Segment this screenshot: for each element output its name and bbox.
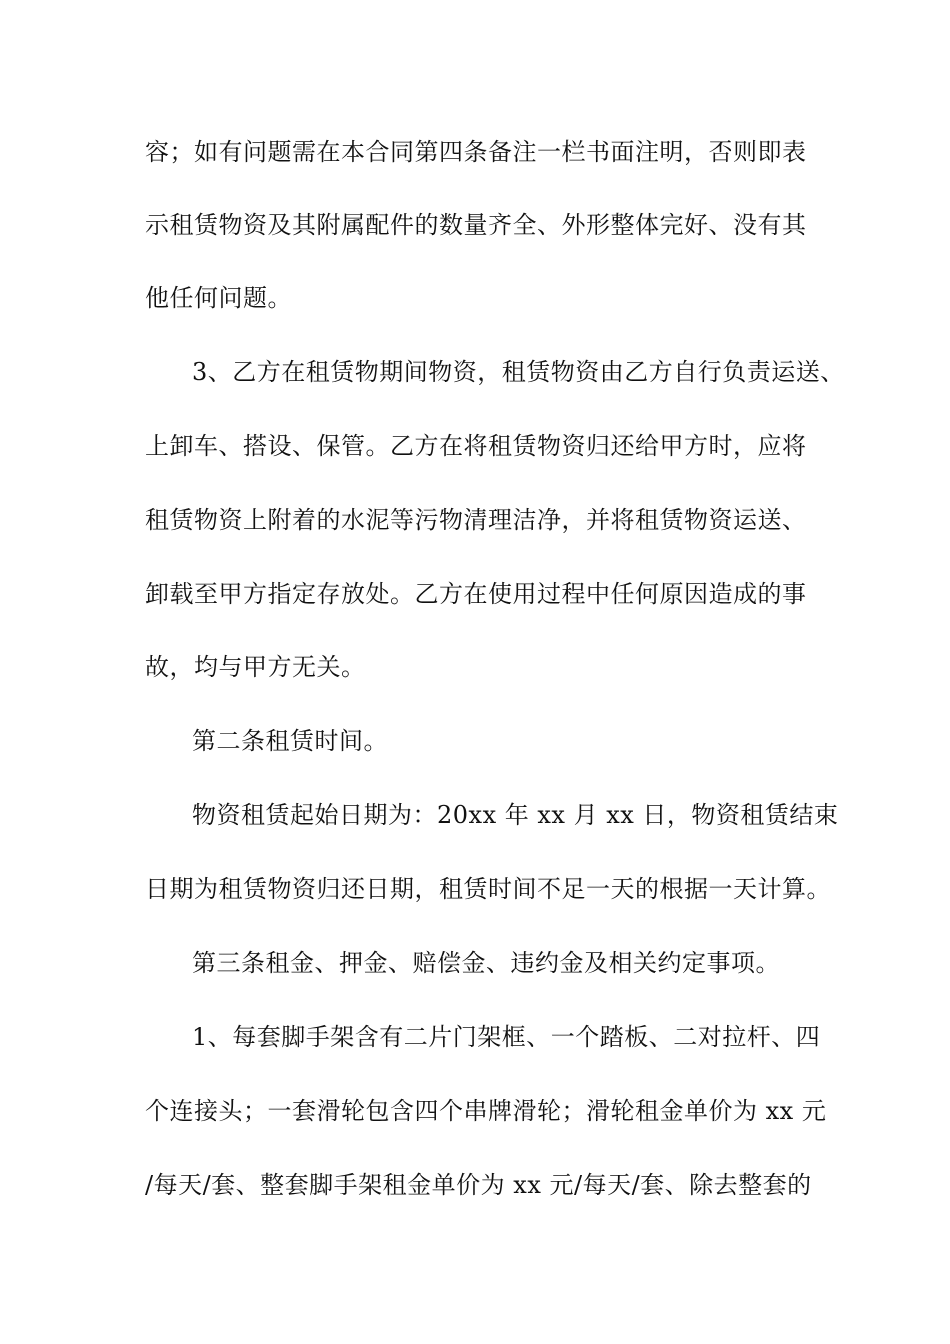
- paragraph-line: /每天/套、整套脚手架租金单价为 xx 元/每天/套、除去整套的: [145, 1171, 812, 1199]
- section-heading: 第三条租金、押金、赔偿金、违约金及相关约定事项。: [192, 949, 780, 977]
- paragraph-line: 1、每套脚手架含有二片门架框、一个踏板、二对拉杆、四: [192, 1023, 821, 1051]
- paragraph-line: 故，均与甲方无关。: [145, 653, 366, 681]
- paragraph-line: 物资租赁起始日期为：20xx 年 xx 月 xx 日，物资租赁结束: [192, 801, 839, 829]
- paragraph-line: 上卸车、搭设、保管。乙方在将租赁物资归还给甲方时，应将: [145, 432, 807, 460]
- paragraph-line: 租赁物资上附着的水泥等污物清理洁净，并将租赁物资运送、: [145, 506, 807, 534]
- paragraph-line: 日期为租赁物资归还日期，租赁时间不足一天的根据一天计算。: [145, 875, 831, 903]
- section-heading: 第二条租赁时间。: [192, 727, 388, 755]
- paragraph-line: 个连接头；一套滑轮包含四个串牌滑轮；滑轮租金单价为 xx 元: [145, 1097, 827, 1125]
- paragraph-line: 示租赁物资及其附属配件的数量齐全、外形整体完好、没有其: [145, 211, 807, 239]
- paragraph-line: 3、乙方在租赁物期间物资，租赁物资由乙方自行负责运送、: [192, 358, 845, 386]
- paragraph-line: 卸载至甲方指定存放处。乙方在使用过程中任何原因造成的事: [145, 580, 807, 608]
- paragraph-line: 容；如有问题需在本合同第四条备注一栏书面注明，否则即表: [145, 138, 807, 166]
- paragraph-line: 他任何问题。: [145, 284, 292, 312]
